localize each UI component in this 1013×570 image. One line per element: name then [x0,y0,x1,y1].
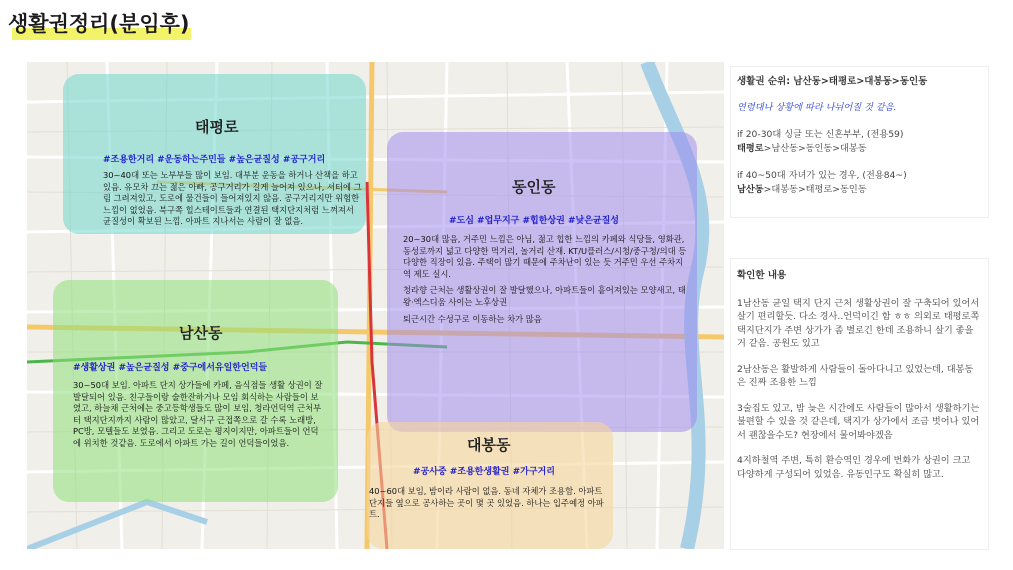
zone-daebong-tags: #공사중 #조용한생활권 #가구거리 [413,467,555,477]
zone-taepyeong-desc: 30~40대 또는 노부부들 많이 보임. 대부분 운동을 하거나 산책을 하고 있음. 유모차 끄는 젊은 아빠, 공구거리가 길게 늘어져 있으나, 셔터에 그림 그려져있고, 도로에 물건들이 들어져있지 않음. 공구거리지만 위험한 느낌이 없었음. 북구쪽 힐스테이트들과 연결된 택지단지처럼 느껴져서 균질성이 확보된 느낌. 아파트 지나서는 사람이 잘 없음. [103,170,362,227]
page-title-text: 생활권정리(분임후) [8,12,190,36]
case2-condition: if 40~50대 자녀가 있는 경우, (전용84~) [737,170,907,181]
zone-namsan-tags: #생활상권 #높은균질성 #중구에서유일한언덕들 [73,363,268,373]
zone-daebong-label: 대봉동 [467,436,511,454]
ranking-note: 연령대나 상황에 따라 나뉘어질 것 같음. [737,101,897,113]
zone-daebong-desc: 40~60대 보임, 밤이라 사람이 없음. 동네 자체가 조용함. 아파트 단지들 옆으로 공사하는 곳이 몇 곳 있었음. 하나는 입주예정 아파트. [369,486,604,520]
finding-item: 2남산동은 활발하게 사람들이 돌아다니고 있었는데, 대봉동은 진짜 조용한 느낌 [737,363,974,388]
finding-item: 1남산동 균일 택지 단지 근처 생활상권이 잘 구축되어 있어서 살기 편리할듯. 다소 경사..언덕이긴 함 ㅎㅎ 의외로 태평로쪽 택지단지가 주변 상가가 좀 별로긴 한데 조용하니 살기 좋을 거 같음. 공원도 있고 [737,297,980,349]
finding-item: 4지하철역 주변, 특히 환승역인 경우에 번화가 상권이 크고 다양하게 구성되어 있었음. 유동인구도 확실히 많고. [737,455,971,480]
case1-ranking: 태평로>남산동>동인동>대봉동 [737,142,867,154]
map-area[interactable] [27,62,724,549]
zone-taepyeong-tags: #조용한거리 #운동하는주민들 #높은균질성 #공구거리 [103,155,326,165]
zone-dongin-tags: #도심 #업무지구 #힙한상권 #낮은균질성 [449,216,619,226]
ranking-panel [730,66,989,218]
zone-taepyeong-label: 태평로 [195,118,239,136]
case1-condition: if 20-30대 싱글 또는 신혼부부, (전용59) [737,129,904,140]
page-title [8,8,189,38]
case2-ranking: 남산동>대봉동>태평로>동인동 [737,183,867,195]
findings-panel [730,258,989,550]
zone-dongin-label: 동인동 [512,178,556,196]
zone-namsan-label: 남산동 [179,324,223,342]
findings-heading: 확인한 내용 [737,270,787,281]
ranking-heading: 생활권 순위: 남산동>태평로>대봉동>동인동 [737,76,928,87]
zone-namsan-desc: 30~50대 보임. 아파트 단지 상가들에 카페, 음식점들 생활 상권이 잘 발달되어 있음. 친구들이랑 술한잔하거나 모임 회식하는 사람들이 보였고, 하늘채 근처에는 중고등학생들도 많이 보임, 청라언덕역 근처부터 택지단지까지 사람이 많았고, 달서구 근접쪽으로 갈 수록 노래방, PC방, 모텔들도 보였음. 그리고 도로는 평지이지만, 아파트들이 언덕에 위치한 것같음. 도로에서 아파트 가는 길이 언덕들이었음. [73,380,323,448]
zone-dongin-desc: 20~30대 많음, 거주민 느낌은 아님, 젊고 힙한 느낌의 카페와 식당들, 영화관, 동성로까지 넓고 다양한 먹거리, 놀거리 산재. KT/U플러스/시청/중구청/의대 등 다양한 직장이 있음. 주택이 많기 때문에 주차난이 있는 듯 거주민 우선 주차지역 제도 실시. 청라향 근처는 생활상권이 잘 발달했으나, 아파트들이 흩어져있는 모양새고, 태왕·엑스디움 사이는 노후상권 퇴근시간 수성구로 이동하는 차가 많음 [403,234,687,324]
finding-item: 3술집도 있고, 밤 늦은 시간에도 사람들이 많아서 생활하기는 불편할 수 있을 것 같은데, 택지가 상가에서 조금 벗어나 있어서 괜찮을수도? 현장에서 물어봐야겠음 [737,402,980,441]
